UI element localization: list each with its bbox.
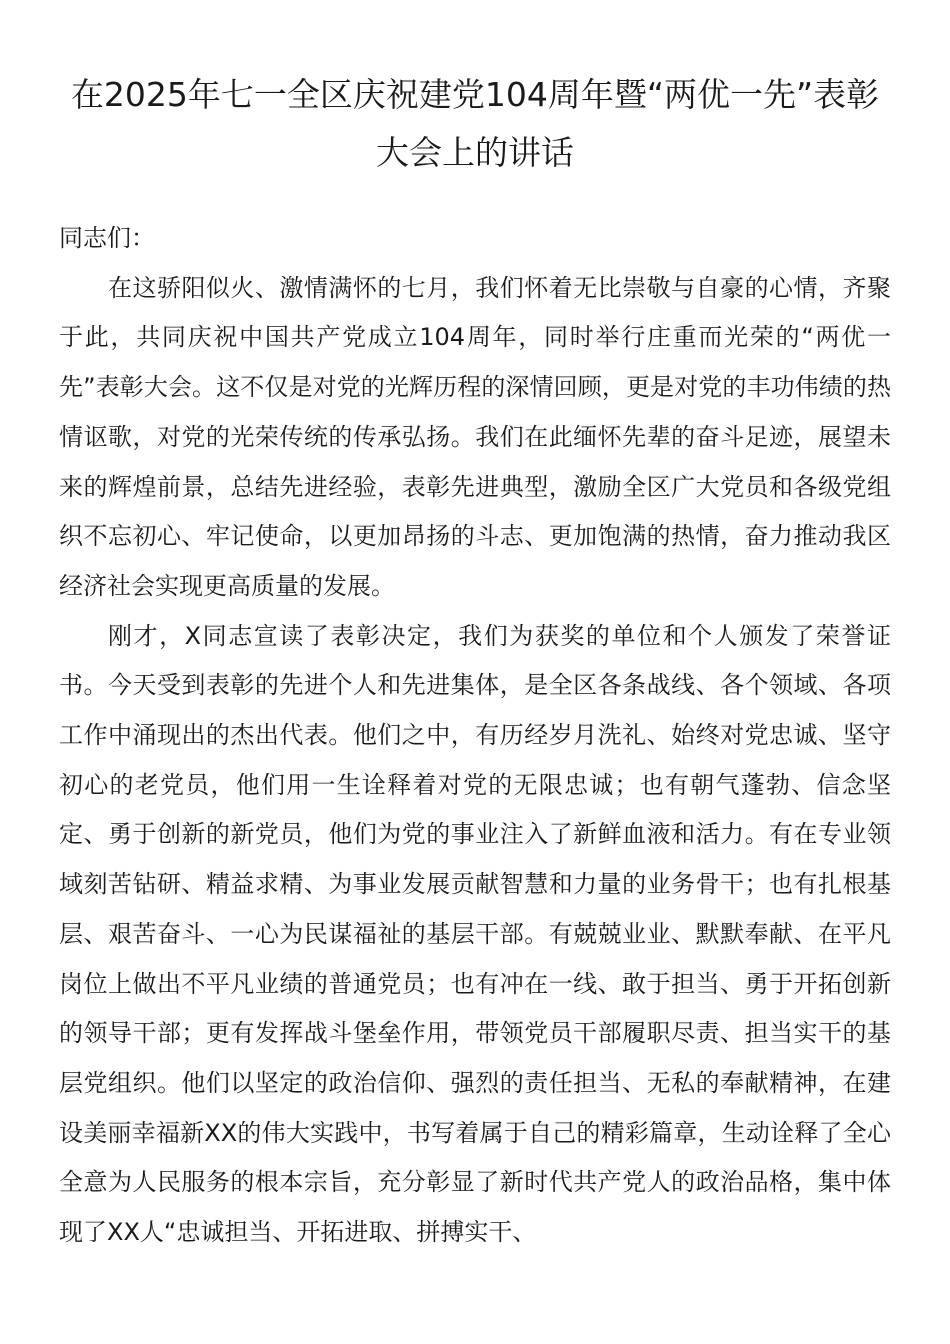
paragraph-1: 在这骄阳似火、激情满怀的七月，我们怀着无比崇敬与自豪的心情，齐聚于此，共同庆祝中国共产党成立104周年，同时举行庄重而光荣的“两优一先”表彰大会。这不仅是对党的光辉历程的深情回顾，更是对党的丰功伟绩的热情讴歌，对党的光荣传统的传承弘扬。我们在此缅怀先辈的奋斗足迹，展望未来的辉煌前景，总结先进经验，表彰先进典型，激励全区广大党员和各级党组织不忘初心、牢记使命，以更加昂扬的斗志、更加饱满的热情，奋力推动我区经济社会实现更高质量的发展。 — [59, 273, 891, 600]
document-body — [59, 214, 891, 1258]
paragraph-2: 刚才，X同志宣读了表彰决定，我们为获奖的单位和个人颁发了荣誉证书。今天受到表彰的先进个人和先进集体，是全区各条战线、各个领域、各项工作中涌现出的杰出代表。他们之中，有历经岁月洗礼、始终对党忠诚、坚守初心的老党员，他们用一生诠释着对党的无限忠诚；也有朝气蓬勃、信念坚定、勇于创新的新党员，他们为党的事业注入了新鲜血液和活力。有在专业领域刻苦钻研、精益求精、为事业发展贡献智慧和力量的业务骨干；也有扎根基层、艰苦奋斗、一心为民谋福祉的基层干部。有兢兢业业、默默奉献、在平凡岗位上做出不平凡业绩的普通党员；也有冲在一线、敢于担当、勇于开拓创新的领导干部；更有发挥战斗堡垒作用，带领党员干部履职尽责、担当实干的基层党组织。他们以坚定的政治信仰、强烈的责任担当、无私的奉献精神，在建设美丽幸福新XX的伟大实践中，书写着属于自己的精彩篇章，生动诠释了全心全意为人民服务的根本宗旨，充分彰显了新时代共产党人的政治品格，集中体现了XX人“忠诚担当、开拓进取、拼搏实干、 — [59, 621, 891, 1247]
salutation: 同志们： — [59, 224, 155, 252]
document-title: 在2025年七一全区庆祝建党104周年暨“两优一先”表彰大会上的讲话 — [70, 75, 880, 172]
